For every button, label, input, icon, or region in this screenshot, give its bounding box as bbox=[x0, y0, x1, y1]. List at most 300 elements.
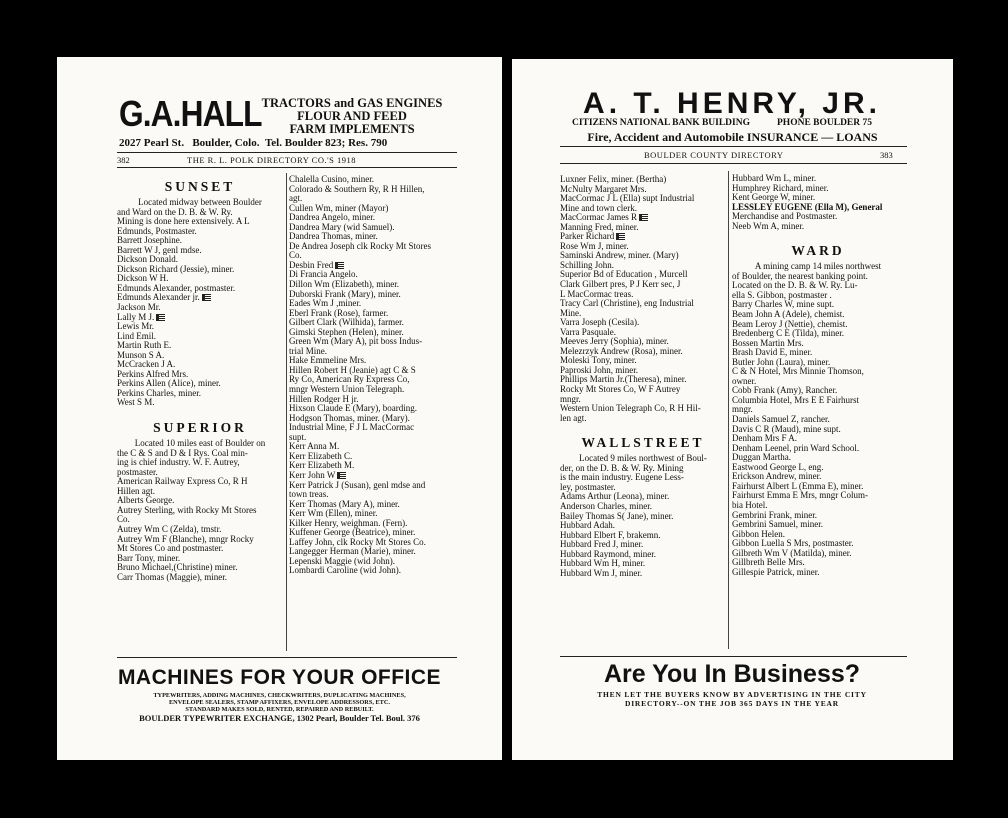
directory-entry bbox=[289, 185, 459, 195]
directory-entry bbox=[117, 439, 283, 449]
directory-entry bbox=[732, 558, 904, 568]
entry-text: Kuffener George (Beatrice), miner. bbox=[289, 528, 416, 538]
entry-text: Davis C R (Maud), mine supt. bbox=[732, 424, 841, 434]
directory-entry bbox=[289, 500, 459, 510]
directory-entry bbox=[289, 566, 459, 576]
entry-text: Tracy Carl (Christine), eng Industrial bbox=[560, 299, 694, 309]
entry-text: Hodgson Thomas, miner. (Mary). bbox=[289, 413, 410, 423]
entry-text: Di Francia Angelo. bbox=[289, 270, 358, 280]
entry-text: Fairhurst Albert L (Emma E), miner. bbox=[732, 481, 864, 491]
directory-entry bbox=[732, 281, 904, 291]
section-heading bbox=[732, 243, 904, 259]
directory-entry bbox=[117, 458, 283, 468]
column-divider bbox=[286, 173, 287, 651]
entry-text: Bredenberg C E (Tilda), miner. bbox=[732, 329, 844, 339]
directory-entry bbox=[560, 185, 726, 195]
entry-text: bia Hotel. bbox=[732, 500, 768, 510]
directory-entry bbox=[289, 261, 459, 271]
entry-text: SUPERIOR bbox=[153, 420, 247, 436]
ga-hall-address-line bbox=[119, 137, 387, 150]
directory-entry bbox=[117, 217, 283, 227]
spacer bbox=[560, 423, 726, 429]
directory-entry bbox=[117, 554, 283, 564]
header-rule-lower bbox=[117, 167, 457, 168]
entry-text: Dandrea Angelo, miner. bbox=[289, 213, 375, 223]
entry-text: Mine. bbox=[560, 308, 582, 318]
at-henry-phone: PHONE BOULDER 75 bbox=[777, 118, 873, 128]
entry-text: Brash David E, miner. bbox=[732, 348, 813, 358]
entry-text: Perkins Charles, miner. bbox=[117, 388, 201, 398]
entry-text: ella S. Gibbon, postmaster . bbox=[732, 290, 832, 300]
entry-text: Kerr John W bbox=[289, 470, 336, 480]
directory-entry bbox=[289, 280, 459, 290]
entry-text: LESSLEY EUGENE (Ella M), General bbox=[732, 202, 883, 212]
entry-text: Hixson Claude E (Mary), boarding. bbox=[289, 404, 417, 414]
entry-text: mngr. bbox=[560, 394, 581, 404]
entry-text: Phillips Martin Jr.(Theresa), miner. bbox=[560, 375, 687, 385]
entry-text: ley, postmaster. bbox=[560, 482, 616, 492]
directory-entry bbox=[732, 463, 904, 473]
ga-hall-city: Boulder, Colo. bbox=[192, 137, 260, 149]
at-henry-building: CITIZENS NATIONAL BANK BUILDING bbox=[572, 118, 750, 128]
entry-text: Gillbreth Belle Mrs. bbox=[732, 558, 805, 568]
entry-text: postmaster. bbox=[117, 467, 158, 477]
entry-text: Kerr Elizabeth C. bbox=[289, 451, 353, 461]
directory-entry bbox=[732, 530, 904, 540]
directory-entry bbox=[560, 194, 726, 204]
spacer bbox=[732, 231, 904, 237]
directory-entry bbox=[289, 547, 459, 557]
directory-entry bbox=[732, 549, 904, 559]
business-line-1: THEN LET THE BUYERS KNOW BY ADVERTISING IN THE CITY bbox=[597, 690, 867, 699]
directory-entry bbox=[560, 270, 726, 280]
directory-entry bbox=[117, 515, 283, 525]
directory-entry bbox=[289, 404, 459, 414]
ga-hall-advertisement bbox=[57, 57, 502, 157]
directory-entry bbox=[117, 303, 283, 313]
entry-text: Parker Richard bbox=[560, 232, 615, 242]
ga-hall-address: 2027 Pearl St. bbox=[119, 137, 185, 149]
entry-text: Kerr Patrick J (Susan), genl mdse and bbox=[289, 480, 426, 490]
directory-entry bbox=[560, 232, 726, 242]
directory-entry bbox=[560, 251, 726, 261]
directory-entry bbox=[117, 496, 283, 506]
entry-text: WALLSTREET bbox=[581, 435, 705, 451]
directory-entry bbox=[289, 385, 459, 395]
entry-text: owner. bbox=[732, 376, 757, 386]
entry-text: Lombardi Caroline (wid John). bbox=[289, 566, 401, 576]
directory-entry bbox=[289, 290, 459, 300]
directory-entry bbox=[117, 468, 283, 478]
entry-text: Dandrea Mary (wid Samuel). bbox=[289, 222, 395, 232]
entry-text: Kilker Henry, weighman. (Fern). bbox=[289, 518, 408, 528]
entry-text: Desbin Fred bbox=[289, 260, 334, 270]
directory-entry bbox=[732, 396, 904, 406]
directory-entry bbox=[289, 366, 459, 376]
at-henry-tagline: Fire, Accident and Automobile INSURANCE — LOANS bbox=[587, 130, 878, 144]
entry-text: Hillen Robert H (Jeanie) agt C & S bbox=[289, 365, 416, 375]
entry-text: Edmunds, Postmaster. bbox=[117, 226, 197, 236]
entry-text: Kent George W, miner. bbox=[732, 193, 816, 203]
entry-text: Anderson Charles, miner. bbox=[560, 501, 652, 511]
entry-text: Mine and town clerk. bbox=[560, 203, 637, 213]
directory-entry bbox=[289, 347, 459, 357]
entry-text: Kerr Wm (Ellen), miner. bbox=[289, 509, 378, 519]
directory-entry bbox=[732, 291, 904, 301]
directory-entry bbox=[117, 506, 283, 516]
right-column-1 bbox=[560, 175, 726, 578]
section-heading bbox=[560, 435, 726, 451]
entry-text: Chalella Cusino, miner. bbox=[289, 175, 374, 184]
directory-entry bbox=[560, 223, 726, 233]
directory-entry bbox=[560, 290, 726, 300]
directory-entry bbox=[117, 525, 283, 535]
flag-icon bbox=[639, 214, 648, 221]
directory-entry bbox=[117, 284, 283, 294]
entry-text: Co. bbox=[289, 251, 302, 261]
directory-entry bbox=[117, 389, 283, 399]
directory-entry bbox=[289, 557, 459, 567]
business-line-2: DIRECTORY--ON THE JOB 365 DAYS IN THE YEAR bbox=[624, 699, 839, 708]
flag-icon bbox=[337, 472, 346, 479]
entry-text: Autrey Wm C (Zelda), tmstr. bbox=[117, 524, 222, 534]
entry-text: Autrey Wm F (Blanche), mngr Rocky bbox=[117, 534, 254, 544]
entry-text: Bossen Martin Mrs. bbox=[732, 338, 804, 348]
machines-line-1: TYPEWRITERS, ADDING MACHINES, CHECKWRITERS, DUPLICATING MACHINES, bbox=[153, 692, 406, 699]
directory-entry bbox=[560, 464, 726, 474]
entry-text: Hubbard Wm H, miner. bbox=[560, 559, 646, 569]
directory-entry bbox=[732, 501, 904, 511]
entry-text: Kerr Anna M. bbox=[289, 442, 340, 452]
ga-hall-product-1: TRACTORS and GAS ENGINES bbox=[261, 96, 443, 110]
directory-entry bbox=[560, 280, 726, 290]
directory-entry bbox=[560, 569, 726, 579]
entry-text: ing is chief industry. W. F. Autrey, bbox=[117, 458, 240, 468]
directory-entry bbox=[560, 492, 726, 502]
left-directory-page bbox=[57, 57, 502, 760]
directory-entry bbox=[117, 198, 283, 208]
entry-text: SUNSET bbox=[164, 179, 236, 194]
business-advertisement bbox=[532, 659, 932, 719]
footer-rule bbox=[560, 656, 907, 657]
machines-headline: MACHINES FOR YOUR OFFICE bbox=[117, 666, 442, 689]
entry-text: Mt Stores Co and postmaster. bbox=[117, 544, 224, 554]
entry-text: Carr Thomas (Maggie), miner. bbox=[117, 572, 228, 582]
directory-entry bbox=[117, 379, 283, 389]
directory-entry bbox=[732, 405, 904, 415]
section-heading bbox=[117, 420, 283, 436]
entry-text: of Boulder, the nearest banking point. bbox=[732, 271, 868, 281]
entry-text: Hillen Rodger H jr. bbox=[289, 394, 359, 404]
entry-text: Hillen agt. bbox=[117, 486, 155, 496]
entry-text: Hubbard Fred J, miner. bbox=[560, 540, 644, 550]
entry-text: A mining camp 14 miles northwest bbox=[754, 262, 882, 272]
footer-rule bbox=[117, 657, 457, 658]
entry-text: Kerr Elizabeth M. bbox=[289, 461, 355, 471]
directory-entry bbox=[560, 502, 726, 512]
entry-text: Green Wm (Mary A), pit boss Indus- bbox=[289, 337, 423, 347]
directory-entry bbox=[117, 544, 283, 554]
entry-text: Gilbert Clark (Wilhida), farmer. bbox=[289, 318, 404, 328]
entry-text: Gimski Stephen (Helen), miner. bbox=[289, 327, 404, 337]
header-rule bbox=[560, 146, 907, 147]
directory-entry bbox=[289, 204, 459, 214]
entry-text: Dillon Wm (Elizabeth), miner. bbox=[289, 280, 400, 290]
directory-entry bbox=[560, 385, 726, 395]
entry-text: Varra Joseph (Cesila). bbox=[560, 318, 640, 328]
directory-entry bbox=[117, 274, 283, 284]
directory-entry bbox=[289, 481, 459, 491]
directory-entry bbox=[289, 528, 459, 538]
entry-text: Neeb Wm A, miner. bbox=[732, 221, 805, 231]
directory-entry bbox=[289, 328, 459, 338]
machines-line-3: STANDARD MAKES SOLD, RENTED, REPAIRED AND REBUILT. bbox=[185, 706, 374, 713]
directory-entry bbox=[289, 490, 459, 500]
directory-entry bbox=[289, 452, 459, 462]
directory-entry bbox=[117, 313, 283, 323]
entry-text: Cobb Frank (Amy), Rancher. bbox=[732, 386, 838, 396]
at-henry-name: A. T. HENRY, JR. bbox=[583, 87, 881, 120]
machines-line-2: ENVELOPE SEALERS, STAMP AFFIXERS, ENVELOPE ADDRESSORS, ETC. bbox=[168, 699, 391, 706]
entry-text: Gembrini Samuel, miner. bbox=[732, 520, 823, 530]
directory-entry bbox=[117, 563, 283, 573]
directory-entry bbox=[117, 322, 283, 332]
directory-entry bbox=[117, 487, 283, 497]
directory-entry bbox=[289, 175, 459, 185]
directory-entry bbox=[732, 193, 904, 203]
directory-entry bbox=[289, 251, 459, 261]
entry-text: Ry Co, American Ry Express Co, bbox=[289, 375, 410, 385]
directory-entry bbox=[289, 356, 459, 366]
directory-entry bbox=[732, 434, 904, 444]
directory-entry bbox=[117, 332, 283, 342]
entry-text: Co. bbox=[117, 515, 130, 525]
entry-text: Duggan Martha. bbox=[732, 453, 791, 463]
page-number: 383 bbox=[880, 150, 893, 160]
entry-text: Hubbard Adah. bbox=[560, 521, 615, 531]
directory-entry bbox=[289, 375, 459, 385]
directory-entry bbox=[732, 511, 904, 521]
page-number: 382 bbox=[117, 155, 130, 165]
entry-text: Hubbard Wm J, miner. bbox=[560, 568, 643, 578]
entry-text: Barry Charles W, mine supt. bbox=[732, 300, 834, 310]
entry-text: American Railway Express Co, R H bbox=[117, 477, 248, 487]
entry-text: Autrey Sterling, with Rocky Mt Stores bbox=[117, 505, 257, 515]
header-rule bbox=[117, 152, 457, 153]
ga-hall-product-3: FARM IMPLEMENTS bbox=[289, 122, 415, 136]
directory-entry bbox=[732, 472, 904, 482]
directory-entry bbox=[732, 415, 904, 425]
entry-text: Gibbon Helen. bbox=[732, 529, 785, 539]
entry-text: McCracken J A. bbox=[117, 360, 176, 370]
entry-text: Dickson Richard (Jessie), miner. bbox=[117, 264, 235, 274]
entry-text: Gembrini Frank, miner. bbox=[732, 510, 817, 520]
directory-entry bbox=[732, 491, 904, 501]
directory-entry bbox=[560, 375, 726, 385]
entry-text: agt. bbox=[289, 194, 303, 204]
entry-text: town treas. bbox=[289, 490, 329, 500]
ga-hall-name: G.A.HALL bbox=[119, 93, 262, 134]
entry-text: mngr Western Union Telegraph. bbox=[289, 385, 405, 395]
entry-text: Moleski Tony, miner. bbox=[560, 356, 637, 366]
directory-entry bbox=[560, 328, 726, 338]
entry-text: Hake Emmeline Mrs. bbox=[289, 356, 367, 366]
directory-entry bbox=[732, 453, 904, 463]
directory-entry bbox=[289, 423, 459, 433]
directory-entry bbox=[560, 356, 726, 366]
directory-entry bbox=[289, 442, 459, 452]
directory-entry bbox=[289, 232, 459, 242]
typewriter-exchange-advertisement bbox=[87, 661, 472, 731]
directory-entry bbox=[732, 386, 904, 396]
entry-text: Located 10 miles east of Boulder on bbox=[134, 439, 266, 449]
entry-text: Gilbreth Wm V (Matilda), miner. bbox=[732, 548, 852, 558]
directory-entry bbox=[732, 520, 904, 530]
directory-entry bbox=[732, 358, 904, 368]
entry-text: Merchandise and Postmaster. bbox=[732, 212, 838, 222]
directory-entry bbox=[560, 454, 726, 464]
entry-text: Meeves Jerry (Sophia), miner. bbox=[560, 337, 669, 347]
entry-text: Munson S A. bbox=[117, 350, 165, 360]
entry-text: Luxner Felix, miner. (Bertha) bbox=[560, 175, 667, 184]
directory-entry bbox=[560, 337, 726, 347]
entry-text: Adams Arthur (Leona), miner. bbox=[560, 492, 670, 502]
entry-text: and Ward on the D. B. & W. Ry. bbox=[117, 207, 233, 217]
directory-entry bbox=[117, 449, 283, 459]
entry-text: Schilling John. bbox=[560, 260, 615, 270]
at-henry-advertisement bbox=[512, 59, 953, 159]
entry-text: Martin Ruth E. bbox=[117, 341, 172, 351]
directory-entry bbox=[289, 461, 459, 471]
entry-text: Duborski Frank (Mary), miner. bbox=[289, 289, 401, 299]
entry-text: Fairhurst Emma E Mrs, mngr Colum- bbox=[732, 491, 868, 501]
directory-entry bbox=[117, 255, 283, 265]
entry-text: Clark Gilbert pres, P J Kerr sec, J bbox=[560, 280, 681, 290]
directory-entry bbox=[732, 203, 904, 213]
entry-text: Langegger Herman (Marie), miner. bbox=[289, 547, 416, 557]
entry-text: Beam Leroy J (Nettie), chemist. bbox=[732, 319, 848, 329]
directory-entry bbox=[289, 538, 459, 548]
directory-entry bbox=[289, 194, 459, 204]
left-column-1 bbox=[117, 173, 283, 582]
directory-entry bbox=[117, 351, 283, 361]
directory-entry bbox=[289, 395, 459, 405]
directory-entry bbox=[732, 212, 904, 222]
flag-icon bbox=[202, 294, 211, 301]
directory-entry bbox=[732, 310, 904, 320]
entry-text: Mining is done here extensively. A L bbox=[117, 217, 250, 227]
entry-text: Bailey Thomas S( Jane), miner. bbox=[560, 511, 674, 521]
directory-entry bbox=[117, 573, 283, 583]
entry-text: Manning Fred, miner. bbox=[560, 222, 639, 232]
entry-text: Hubbard Elbert F, brakemn. bbox=[560, 530, 661, 540]
entry-text: Eastwood George L, eng. bbox=[732, 462, 824, 472]
entry-text: Gillespie Patrick, miner. bbox=[732, 567, 820, 577]
directory-entry bbox=[117, 265, 283, 275]
entry-text: is the main industry. Eugene Less- bbox=[560, 473, 684, 483]
entry-text: Edmunds Alexander, postmaster. bbox=[117, 283, 236, 293]
directory-entry bbox=[117, 236, 283, 246]
directory-entry bbox=[732, 444, 904, 454]
entry-text: Humphrey Richard, miner. bbox=[732, 183, 829, 193]
directory-entry bbox=[289, 270, 459, 280]
entry-text: trial Mine. bbox=[289, 346, 327, 356]
directory-entry bbox=[560, 473, 726, 483]
directory-entry bbox=[732, 367, 904, 377]
directory-entry bbox=[289, 309, 459, 319]
directory-entry bbox=[289, 414, 459, 424]
directory-entry bbox=[289, 242, 459, 252]
entry-text: Bruno Michael,(Christine) miner. bbox=[117, 563, 238, 573]
entry-text: Barr Tony, miner. bbox=[117, 553, 181, 563]
directory-entry bbox=[560, 204, 726, 214]
directory-entry bbox=[289, 213, 459, 223]
entry-text: der, on the D. B. & W. Ry. Mining bbox=[560, 463, 684, 473]
entry-text: Melezrzyk Andrew (Rosa), miner. bbox=[560, 346, 683, 356]
entry-text: Kerr Thomas (Mary A), miner. bbox=[289, 499, 400, 509]
entry-text: the C & S and D & I Rys. Coal min- bbox=[117, 448, 248, 458]
directory-entry bbox=[560, 261, 726, 271]
directory-entry bbox=[732, 348, 904, 358]
entry-text: Superior Bd of Education , Murcell bbox=[560, 270, 688, 280]
right-column-2 bbox=[732, 174, 904, 577]
entry-text: Barrett Josephine. bbox=[117, 236, 182, 246]
entry-text: Industrial Mine, F J L MacCormac bbox=[289, 423, 415, 433]
directory-entry bbox=[560, 559, 726, 569]
directory-entry bbox=[560, 213, 726, 223]
entry-text: supt. bbox=[289, 432, 307, 442]
directory-entry bbox=[560, 318, 726, 328]
directory-entry bbox=[560, 395, 726, 405]
directory-entry bbox=[117, 360, 283, 370]
entry-text: McNulty Margaret Mrs. bbox=[560, 184, 647, 194]
entry-text: Erickson Andrew, miner. bbox=[732, 472, 822, 482]
entry-text: Rose Wm J, miner. bbox=[560, 241, 629, 251]
entry-text: Barrett W J, genl mdse. bbox=[117, 245, 202, 255]
directory-entry bbox=[560, 540, 726, 550]
entry-text: Colorado & Southern Ry, R H Hillen, bbox=[289, 184, 425, 194]
spacer bbox=[117, 408, 283, 414]
directory-entry bbox=[117, 341, 283, 351]
directory-entry bbox=[289, 519, 459, 529]
directory-entry bbox=[560, 521, 726, 531]
directory-entry bbox=[289, 318, 459, 328]
directory-entry bbox=[289, 337, 459, 347]
entry-text: Lewis Mr. bbox=[117, 322, 154, 332]
entry-text: MacCormac James R bbox=[560, 213, 637, 223]
directory-entry bbox=[732, 482, 904, 492]
entry-text: De Andrea Joseph clk Rocky Mt Stores bbox=[289, 241, 431, 251]
directory-entry bbox=[560, 483, 726, 493]
entry-text: Lind Emil. bbox=[117, 331, 156, 341]
directory-entry bbox=[289, 299, 459, 309]
entry-text: Varra Pasquale. bbox=[560, 327, 616, 337]
entry-text: len agt. bbox=[560, 413, 587, 423]
entry-text: Columbia Hotel, Mrs E E Fairhurst bbox=[732, 395, 859, 405]
entry-text: Denham Mrs F A. bbox=[732, 434, 797, 444]
section-heading bbox=[117, 179, 283, 195]
entry-text: Perkins Alfred Mrs. bbox=[117, 369, 189, 379]
directory-entry bbox=[117, 535, 283, 545]
directory-entry bbox=[289, 471, 459, 481]
directory-entry bbox=[289, 223, 459, 233]
directory-entry bbox=[560, 242, 726, 252]
directory-entry bbox=[732, 184, 904, 194]
directory-entry bbox=[560, 550, 726, 560]
entry-text: West S M. bbox=[117, 398, 155, 408]
directory-entry bbox=[732, 272, 904, 282]
entry-text: Laffey John, clk Rocky Mt Stores Co. bbox=[289, 537, 426, 547]
